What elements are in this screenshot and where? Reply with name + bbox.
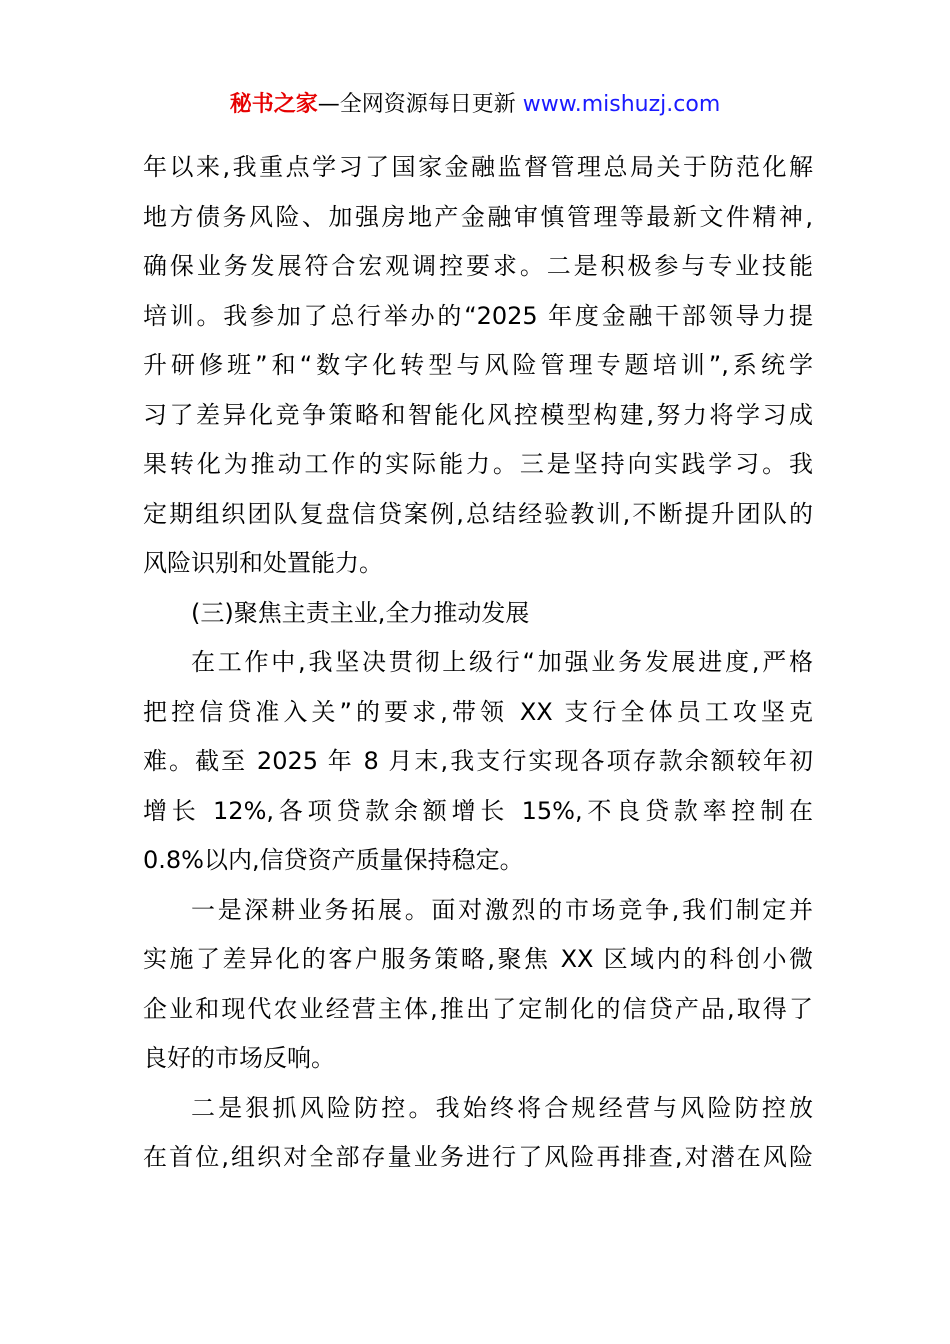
document-body bbox=[143, 143, 813, 1183]
website-link[interactable]: www.mishuzj.com bbox=[522, 92, 721, 117]
section-heading: (三)聚焦主责主业,全力推动发展 bbox=[191, 598, 530, 627]
text-line: 实施了差异化的客户服务策略,聚焦 XX 区域内的科创小微 bbox=[143, 945, 813, 973]
text-line: 定期组织团队复盘信贷案例,总结经验教训,不断提升团队的 bbox=[143, 499, 813, 528]
text-line: 二是狠抓风险防控。我始终将合规经营与风险防控放 bbox=[191, 1093, 813, 1122]
text-line: 难。截至 2025 年 8 月末,我支行实现各项存款余额较年初 bbox=[143, 747, 813, 775]
text-line: 确保业务发展符合宏观调控要求。二是积极参与专业技能 bbox=[143, 252, 813, 280]
text-line: 年以来,我重点学习了国家金融监督管理总局关于防范化解 bbox=[143, 153, 813, 181]
text-line: 果转化为推动工作的实际能力。三是坚持向实践学习。我 bbox=[143, 450, 813, 478]
text-line: 风险识别和处置能力。 bbox=[143, 549, 383, 577]
header-tagline: —全网资源每日更新 bbox=[317, 92, 523, 117]
text-line: 一是深耕业务拓展。面对激烈的市场竞争,我们制定并 bbox=[191, 895, 813, 924]
text-line: 在首位,组织对全部存量业务进行了风险再排查,对潜在风险 bbox=[143, 1143, 813, 1171]
text-line: 习了差异化竞争策略和智能化风控模型构建,努力将学习成 bbox=[143, 400, 813, 429]
text-line: 升研修班”和“数字化转型与风险管理专题培训”,系统学 bbox=[143, 351, 813, 379]
text-line: 培训。我参加了总行举办的“2025 年度金融干部领导力提 bbox=[143, 301, 813, 330]
text-line: 地方债务风险、加强房地产金融审慎管理等最新文件精神, bbox=[143, 202, 813, 231]
text-line: 把控信贷准入关”的要求,带领 XX 支行全体员工攻坚克 bbox=[143, 697, 813, 726]
text-line: 0.8%以内,信贷资产质量保持稳定。 bbox=[143, 846, 524, 874]
text-line: 企业和现代农业经营主体,推出了定制化的信贷产品,取得了 bbox=[143, 994, 813, 1023]
text-line: 在工作中,我坚决贯彻上级行“加强业务发展进度,严格 bbox=[191, 648, 813, 676]
text-line: 良好的市场反响。 bbox=[143, 1044, 335, 1072]
brand-name: 秘书之家 bbox=[229, 92, 318, 117]
text-line: 增长 12%,各项贷款余额增长 15%,不良贷款率控制在 bbox=[143, 796, 813, 825]
page-header bbox=[0, 90, 950, 120]
